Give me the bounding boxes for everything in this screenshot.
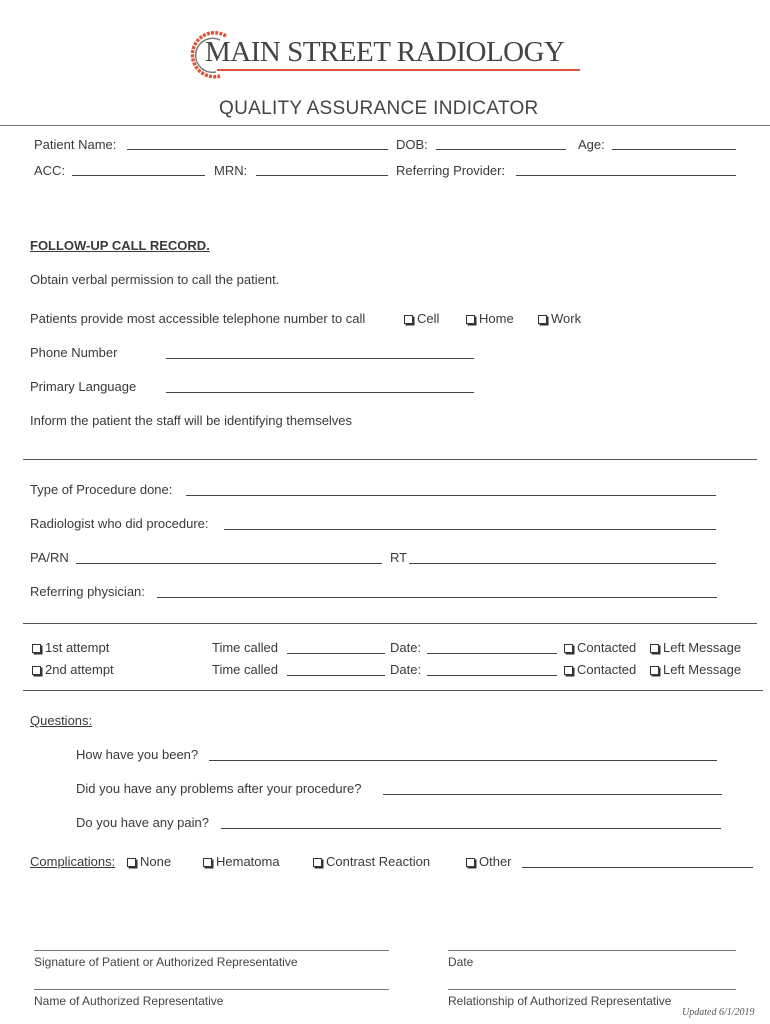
first-left-message[interactable]: Left Message bbox=[650, 640, 741, 656]
patient-name-label: Patient Name: bbox=[34, 137, 117, 152]
mrn-label: MRN: bbox=[214, 163, 248, 178]
pa-rn-label: PA/RN bbox=[30, 550, 69, 565]
acc-label: ACC: bbox=[34, 163, 66, 178]
inform-text: Inform the patient the staff will be identifying themselves bbox=[30, 413, 353, 428]
primary-language-label: Primary Language bbox=[30, 379, 137, 394]
second-time-called-field[interactable] bbox=[287, 675, 385, 676]
how-been-field[interactable] bbox=[209, 760, 717, 761]
procedure-type-label: Type of Procedure done: bbox=[30, 482, 173, 497]
first-date-field[interactable] bbox=[427, 653, 557, 654]
rt-label: RT bbox=[390, 550, 408, 565]
phone-option-work[interactable]: Work bbox=[538, 311, 581, 327]
question-problems: Did you have any problems after your procedure? bbox=[76, 781, 362, 796]
phone-option-home[interactable]: Home bbox=[466, 311, 514, 327]
home-checkbox[interactable] bbox=[466, 315, 475, 324]
referring-physician-label: Referring physician: bbox=[30, 584, 145, 599]
patient-name-field[interactable] bbox=[127, 149, 388, 150]
relationship-line[interactable] bbox=[448, 989, 736, 990]
header-divider bbox=[0, 125, 770, 126]
first-attempt-checkbox[interactable] bbox=[32, 644, 41, 653]
complication-hematoma[interactable]: Hematoma bbox=[203, 854, 280, 870]
question-pain: Do you have any pain? bbox=[76, 815, 209, 830]
other-checkbox[interactable] bbox=[466, 858, 475, 867]
other-field[interactable] bbox=[522, 867, 753, 868]
question-how-been: How have you been? bbox=[76, 747, 199, 762]
first-left-message-checkbox[interactable] bbox=[650, 644, 659, 653]
none-checkbox[interactable] bbox=[127, 858, 136, 867]
name-label: Name of Authorized Representative bbox=[34, 994, 224, 1008]
logo-underline bbox=[217, 69, 580, 71]
second-contacted-checkbox[interactable] bbox=[564, 666, 573, 675]
second-date-field[interactable] bbox=[427, 675, 557, 676]
relationship-label: Relationship of Authorized Representative bbox=[448, 994, 672, 1008]
first-time-called-field[interactable] bbox=[287, 653, 385, 654]
followup-heading: FOLLOW-UP CALL RECORD. bbox=[30, 238, 210, 253]
second-left-message[interactable]: Left Message bbox=[650, 662, 741, 678]
contrast-reaction-checkbox[interactable] bbox=[313, 858, 322, 867]
work-checkbox[interactable] bbox=[538, 315, 547, 324]
radiologist-field[interactable] bbox=[224, 529, 716, 530]
phone-number-label: Phone Number bbox=[30, 345, 118, 360]
procedure-type-field[interactable] bbox=[186, 495, 716, 496]
phone-number-field[interactable] bbox=[166, 358, 474, 359]
pain-field[interactable] bbox=[221, 828, 721, 829]
signature-label: Signature of Patient or Authorized Representative bbox=[34, 955, 298, 969]
second-attempt-checkbox[interactable] bbox=[32, 666, 41, 675]
second-attempt[interactable]: 2nd attempt bbox=[32, 662, 114, 678]
dob-label: DOB: bbox=[396, 137, 428, 152]
cell-checkbox[interactable] bbox=[404, 315, 413, 324]
problems-field[interactable] bbox=[383, 794, 722, 795]
primary-language-field[interactable] bbox=[166, 392, 474, 393]
acc-field[interactable] bbox=[72, 175, 205, 176]
complication-other[interactable]: Other bbox=[466, 854, 512, 870]
referring-physician-field[interactable] bbox=[157, 597, 717, 598]
first-contacted[interactable]: Contacted bbox=[564, 640, 636, 656]
complication-none[interactable]: None bbox=[127, 854, 171, 870]
age-field[interactable] bbox=[612, 149, 736, 150]
permission-text: Obtain verbal permission to call the patient. bbox=[30, 272, 280, 287]
second-left-message-checkbox[interactable] bbox=[650, 666, 659, 675]
signature-line[interactable] bbox=[34, 950, 389, 951]
first-date-label: Date: bbox=[390, 640, 422, 655]
radiologist-label: Radiologist who did procedure: bbox=[30, 516, 209, 531]
first-time-called-label: Time called bbox=[212, 640, 278, 655]
phone-option-cell[interactable]: Cell bbox=[404, 311, 439, 327]
questions-heading: Questions: bbox=[30, 713, 93, 728]
second-date-label: Date: bbox=[390, 662, 422, 677]
complication-contrast-reaction[interactable]: Contrast Reaction bbox=[313, 854, 430, 870]
referring-provider-label: Referring Provider: bbox=[396, 163, 506, 178]
age-label: Age: bbox=[578, 137, 605, 152]
logo-text: MAIN STREET RADIOLOGY bbox=[205, 36, 565, 68]
pa-rn-field[interactable] bbox=[76, 563, 382, 564]
hematoma-checkbox[interactable] bbox=[203, 858, 212, 867]
attempts-bottom-divider bbox=[23, 690, 763, 691]
date-label: Date bbox=[448, 955, 474, 969]
date-line[interactable] bbox=[448, 950, 736, 951]
referring-provider-field[interactable] bbox=[516, 175, 736, 176]
attempts-top-divider bbox=[23, 623, 757, 624]
first-contacted-checkbox[interactable] bbox=[564, 644, 573, 653]
updated-date: Updated 6/1/2019 bbox=[682, 1007, 755, 1018]
second-time-called-label: Time called bbox=[212, 662, 278, 677]
complications-label: Complications: bbox=[30, 854, 116, 869]
rt-field[interactable] bbox=[409, 563, 716, 564]
second-contacted[interactable]: Contacted bbox=[564, 662, 636, 678]
mrn-field[interactable] bbox=[256, 175, 388, 176]
phone-prompt: Patients provide most accessible telephone number to call bbox=[30, 311, 366, 326]
first-attempt[interactable]: 1st attempt bbox=[32, 640, 109, 656]
form-title: QUALITY ASSURANCE INDICATOR bbox=[219, 98, 539, 119]
dob-field[interactable] bbox=[436, 149, 566, 150]
section-divider bbox=[23, 459, 757, 460]
name-line[interactable] bbox=[34, 989, 389, 990]
